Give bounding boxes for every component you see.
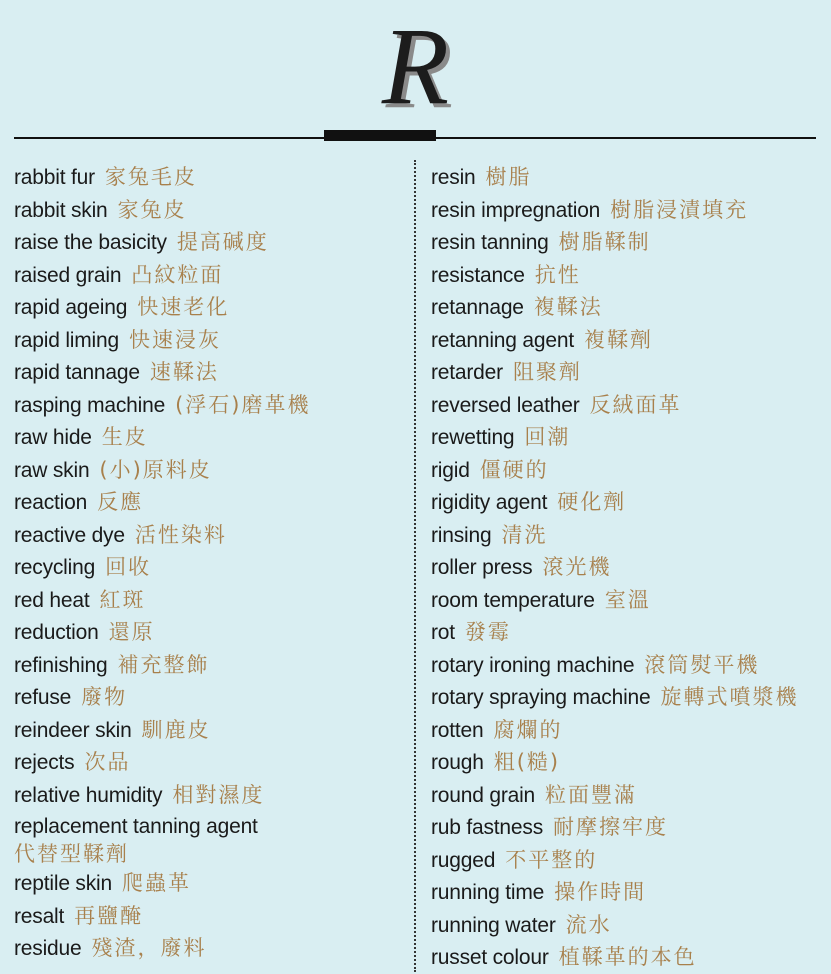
term-english: reduction bbox=[14, 621, 99, 644]
glossary-entry bbox=[431, 194, 826, 227]
glossary-entry bbox=[431, 616, 826, 649]
term-chinese: 發霉 bbox=[464, 620, 511, 644]
glossary-entry bbox=[14, 194, 409, 227]
term-english: rinsing bbox=[431, 523, 492, 547]
term-chinese: 耐摩擦牢度 bbox=[553, 815, 668, 839]
term-chinese: 硬化劑 bbox=[557, 490, 627, 514]
term-english: rub fastness bbox=[431, 816, 543, 839]
glossary-entry bbox=[431, 389, 826, 422]
term-english: rigid bbox=[431, 458, 470, 482]
term-chinese: (小)原料皮 bbox=[99, 457, 212, 482]
glossary-entry bbox=[14, 584, 409, 617]
term-chinese: 家兔皮 bbox=[117, 197, 187, 222]
term-chinese: 樹脂浸漬填充 bbox=[610, 197, 749, 222]
term-chinese: 樹脂鞣制 bbox=[558, 230, 651, 254]
glossary-entry bbox=[14, 811, 409, 867]
glossary-entry bbox=[14, 291, 409, 324]
term-chinese: 凸紋粒面 bbox=[131, 262, 224, 287]
glossary-entry bbox=[431, 811, 826, 844]
term-english: running time bbox=[431, 881, 545, 904]
term-english: retanning agent bbox=[431, 328, 574, 352]
section-letter: R bbox=[381, 5, 450, 127]
term-english: rapid liming bbox=[14, 328, 119, 352]
term-chinese: 廢物 bbox=[81, 685, 128, 709]
term-english: room temperature bbox=[431, 588, 595, 612]
glossary-entry bbox=[431, 291, 826, 324]
glossary-entry bbox=[431, 844, 826, 877]
glossary-entry bbox=[431, 779, 826, 812]
term-chinese: 提高碱度 bbox=[176, 230, 269, 254]
term-english: rejects bbox=[14, 751, 75, 774]
glossary-entry bbox=[431, 876, 826, 909]
glossary-entry bbox=[431, 584, 826, 617]
term-english: rabbit fur bbox=[14, 166, 95, 189]
term-english: reactive dye bbox=[14, 523, 125, 547]
term-english: relative humidity bbox=[14, 783, 163, 807]
glossary-entry bbox=[431, 421, 826, 454]
term-chinese: 粒面豐滿 bbox=[545, 782, 638, 807]
term-english: rasping machine bbox=[14, 393, 166, 417]
glossary-entry bbox=[14, 421, 409, 454]
term-english: reaction bbox=[14, 491, 88, 514]
term-english: raise the basicity bbox=[14, 231, 167, 254]
glossary-entry bbox=[14, 932, 409, 965]
term-english: residue bbox=[14, 937, 82, 960]
glossary-entry bbox=[431, 356, 826, 389]
glossary-entry bbox=[14, 714, 409, 747]
term-english: raw skin bbox=[14, 458, 90, 482]
term-english: rotary spraying machine bbox=[431, 686, 651, 709]
term-chinese: (浮石)磨革機 bbox=[175, 392, 311, 417]
term-english: resin bbox=[431, 166, 476, 189]
term-chinese: 馴鹿皮 bbox=[141, 717, 211, 742]
glossary-entry bbox=[431, 519, 826, 552]
glossary-entry bbox=[14, 900, 409, 933]
header-rule bbox=[14, 137, 816, 139]
term-english: rotary ironing machine bbox=[431, 653, 635, 677]
term-english: rewetting bbox=[431, 426, 515, 449]
term-chinese: 快速老化 bbox=[137, 295, 230, 319]
term-english: red heat bbox=[14, 588, 90, 612]
glossary-entry bbox=[431, 486, 826, 519]
term-chinese: 次品 bbox=[84, 750, 131, 774]
term-english: rapid tannage bbox=[14, 361, 140, 384]
term-english: refuse bbox=[14, 686, 72, 709]
glossary-entry bbox=[431, 259, 826, 292]
term-english: reversed leather bbox=[431, 393, 580, 417]
term-chinese: 快速浸灰 bbox=[128, 327, 221, 352]
term-chinese: 樹脂 bbox=[485, 165, 532, 189]
right-column bbox=[431, 161, 826, 974]
glossary-entry bbox=[14, 226, 409, 259]
glossary-entry bbox=[14, 519, 409, 552]
term-english: reindeer skin bbox=[14, 718, 132, 742]
term-english: retannage bbox=[431, 296, 524, 319]
glossary-entry bbox=[14, 867, 409, 900]
term-english: recycling bbox=[14, 556, 96, 579]
glossary-entry bbox=[14, 356, 409, 389]
term-english: retarder bbox=[431, 361, 503, 384]
left-column bbox=[14, 161, 409, 965]
term-chinese: 阻聚劑 bbox=[512, 360, 582, 384]
term-chinese: 室溫 bbox=[604, 587, 651, 612]
glossary-entry bbox=[431, 909, 826, 942]
term-chinese: 紅斑 bbox=[99, 587, 146, 612]
term-chinese: 滾筒熨平機 bbox=[644, 652, 760, 677]
term-english: refinishing bbox=[14, 653, 108, 677]
glossary-entry bbox=[14, 649, 409, 682]
glossary-entry bbox=[14, 681, 409, 714]
glossary-entry bbox=[14, 161, 409, 194]
term-english: replacement tanning agent bbox=[14, 815, 258, 838]
term-english: raw hide bbox=[14, 426, 92, 449]
term-chinese: 植鞣革的本色 bbox=[558, 945, 697, 969]
term-chinese: 操作時間 bbox=[554, 880, 647, 904]
term-chinese: 不平整的 bbox=[505, 847, 598, 872]
glossary-entry bbox=[431, 746, 826, 779]
term-chinese: 流水 bbox=[565, 912, 612, 937]
glossary-entry bbox=[431, 649, 826, 682]
term-chinese: 補充整飾 bbox=[117, 652, 210, 677]
term-chinese: 回收 bbox=[105, 555, 152, 579]
term-english: rotten bbox=[431, 718, 484, 742]
term-chinese: 清洗 bbox=[501, 522, 548, 547]
term-chinese: 生皮 bbox=[101, 425, 148, 449]
term-english: resin tanning bbox=[431, 231, 549, 254]
term-english: rough bbox=[431, 751, 484, 774]
term-chinese: 腐爛的 bbox=[493, 717, 563, 742]
glossary-entry bbox=[431, 941, 826, 974]
term-chinese: 抗性 bbox=[534, 262, 581, 287]
glossary-entry bbox=[431, 681, 826, 714]
glossary-entry bbox=[431, 714, 826, 747]
term-english: running water bbox=[431, 913, 556, 937]
term-english: raised grain bbox=[14, 263, 122, 287]
term-chinese: 回潮 bbox=[524, 425, 571, 449]
term-chinese: 活性染料 bbox=[134, 522, 227, 547]
term-chinese: 複鞣法 bbox=[533, 295, 603, 319]
term-chinese: 滾光機 bbox=[542, 555, 612, 579]
term-chinese: 代替型鞣劑 bbox=[14, 842, 129, 866]
term-english: russet colour bbox=[431, 946, 549, 969]
term-english: rigidity agent bbox=[431, 491, 548, 514]
glossary-entry bbox=[14, 779, 409, 812]
term-chinese: 家兔毛皮 bbox=[104, 165, 197, 189]
term-chinese: 爬蟲革 bbox=[121, 871, 191, 895]
column-divider bbox=[414, 160, 416, 972]
term-english: reptile skin bbox=[14, 872, 112, 895]
glossary-entry bbox=[14, 389, 409, 422]
glossary-entry bbox=[431, 161, 826, 194]
glossary-entry bbox=[14, 616, 409, 649]
term-english: rapid ageing bbox=[14, 296, 128, 319]
glossary-entry bbox=[431, 226, 826, 259]
term-chinese: 粗(糙) bbox=[493, 750, 561, 774]
glossary-entry bbox=[14, 746, 409, 779]
term-english: resistance bbox=[431, 263, 525, 287]
glossary-entry bbox=[431, 551, 826, 584]
term-english: resin impregnation bbox=[431, 198, 601, 222]
term-chinese: 還原 bbox=[108, 620, 155, 644]
glossary-entry bbox=[14, 486, 409, 519]
glossary-entry bbox=[431, 454, 826, 487]
term-chinese: 僵硬的 bbox=[479, 457, 549, 482]
term-chinese: 反絨面革 bbox=[589, 392, 682, 417]
term-chinese: 複鞣劑 bbox=[583, 327, 653, 352]
term-chinese: 相對濕度 bbox=[172, 782, 265, 807]
glossary-entry bbox=[14, 324, 409, 357]
term-english: rabbit skin bbox=[14, 198, 108, 222]
glossary-entry bbox=[14, 551, 409, 584]
term-english: resalt bbox=[14, 904, 65, 928]
term-english: roller press bbox=[431, 556, 533, 579]
header-rule-bar bbox=[324, 130, 436, 141]
term-chinese: 殘渣，廢料 bbox=[91, 936, 207, 960]
glossary-entry bbox=[431, 324, 826, 357]
term-english: rugged bbox=[431, 848, 496, 872]
term-english: rot bbox=[431, 621, 455, 644]
term-chinese: 旋轉式噴漿機 bbox=[660, 685, 799, 709]
glossary-entry bbox=[14, 454, 409, 487]
term-chinese: 反應 bbox=[97, 490, 144, 514]
term-chinese: 再鹽醃 bbox=[74, 903, 144, 928]
term-chinese: 速鞣法 bbox=[149, 360, 219, 384]
term-english: round grain bbox=[431, 783, 536, 807]
glossary-entry bbox=[14, 259, 409, 292]
